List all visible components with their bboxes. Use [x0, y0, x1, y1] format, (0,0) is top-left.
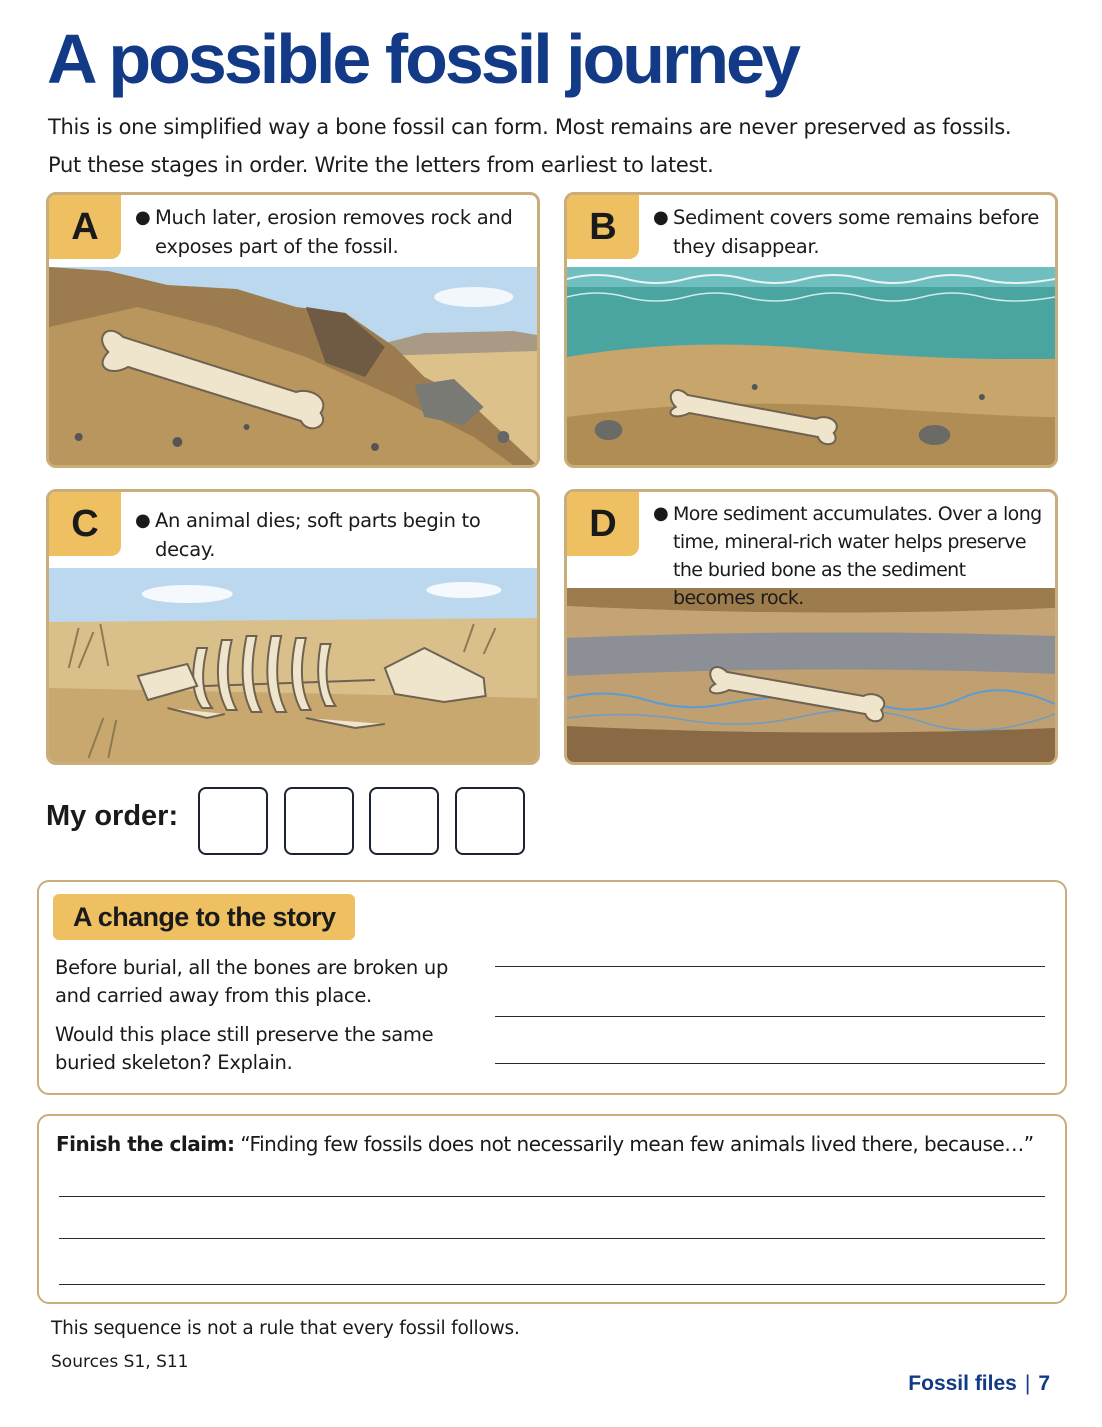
- change-text: [55, 954, 475, 1088]
- change-question: Would this place still preserve the same buried skeleton? Explain.: [55, 1023, 434, 1074]
- bullet-icon: ●: [135, 510, 151, 531]
- bullet-icon: ●: [135, 207, 151, 228]
- stage-caption-b: ● Sediment covers some remains before they disappear.: [653, 203, 1047, 261]
- burial-illustration: [567, 267, 1055, 465]
- change-heading: A change to the story: [53, 894, 355, 940]
- stage-caption-a: ● Much later, erosion removes rock and exposes part of the fossil.: [135, 203, 529, 261]
- sequence-note: This sequence is not a rule that every fossil follows.: [51, 1318, 520, 1339]
- claim-label: Finish the claim:: [56, 1132, 235, 1156]
- erosion-illustration: [49, 267, 537, 465]
- fossilization-illustration: [567, 588, 1055, 762]
- stage-card-b: [564, 192, 1058, 468]
- order-box-4[interactable]: [455, 787, 525, 855]
- change-panel: [37, 880, 1067, 1095]
- claim-prompt: [56, 1132, 1034, 1156]
- bullet-icon: ●: [653, 207, 669, 228]
- footer-separator: |: [1024, 1372, 1031, 1395]
- order-box-1[interactable]: [198, 787, 268, 855]
- answer-line[interactable]: [59, 1284, 1045, 1285]
- stage-letter-b: B: [567, 195, 639, 259]
- intro-line-2: Put these stages in order. Write the letters from earliest to latest.: [48, 153, 714, 177]
- book-title: Fossil files: [908, 1372, 1017, 1395]
- intro-line-1: This is one simplified way a bone fossil can form. Most remains are never preserved as fossils.: [48, 115, 1012, 139]
- claim-text: “Finding few fossils does not necessarily mean few animals lived there, because…”: [240, 1132, 1034, 1156]
- page-number: 7: [1038, 1372, 1050, 1395]
- answer-line[interactable]: [495, 1063, 1045, 1064]
- answer-line[interactable]: [495, 966, 1045, 967]
- page-title: A possible fossil journey: [47, 20, 798, 98]
- stage-card-a: [46, 192, 540, 468]
- stage-caption-c: ● An animal dies; soft parts begin to decay.: [135, 506, 529, 564]
- stage-caption-d: ● More sediment accumulates. Over a long time, mineral-rich water helps preserve the buried bone as the sediment becomes rock.: [653, 500, 1047, 612]
- stage-card-d: [564, 489, 1058, 765]
- bullet-icon: ●: [653, 503, 669, 524]
- change-scenario: Before burial, all the bones are broken up and carried away from this place.: [55, 956, 449, 1007]
- answer-line[interactable]: [495, 1016, 1045, 1017]
- answer-line[interactable]: [59, 1238, 1045, 1239]
- page-footer: [908, 1372, 1050, 1396]
- stage-card-c: [46, 489, 540, 765]
- stage-letter-a: A: [49, 195, 121, 259]
- claim-panel: [37, 1114, 1067, 1304]
- order-box-3[interactable]: [369, 787, 439, 855]
- intro: [48, 108, 1011, 184]
- answer-line[interactable]: [59, 1196, 1045, 1197]
- stage-letter-c: C: [49, 492, 121, 556]
- sources: Sources S1, S11: [51, 1352, 189, 1372]
- order-label: My order:: [46, 800, 179, 832]
- decay-illustration: [49, 568, 537, 762]
- stage-letter-d: D: [567, 492, 639, 556]
- order-box-2[interactable]: [284, 787, 354, 855]
